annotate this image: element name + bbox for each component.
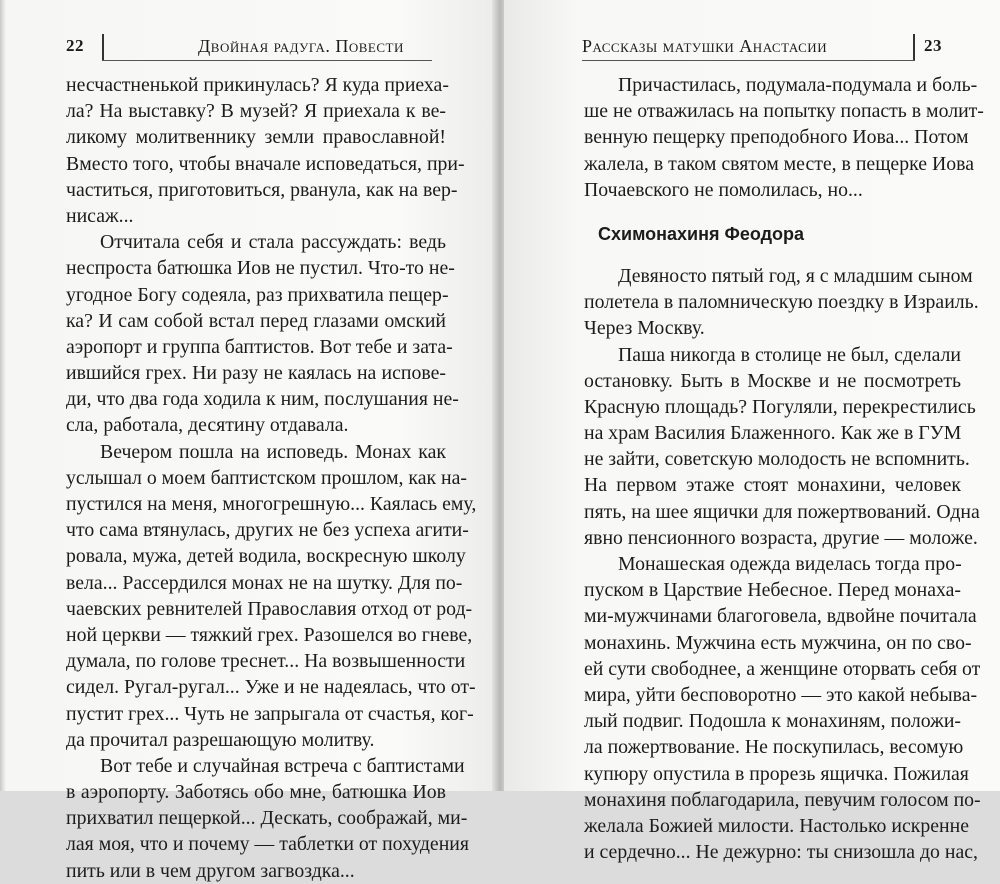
- text-line: Вместо того, чтобы вначале исповедаться, при-: [66, 152, 465, 175]
- right-page-number: 23: [924, 36, 942, 55]
- text-line: Девяносто пятый год, я с младшим сыном: [618, 264, 973, 287]
- right-text-before-heading: [584, 72, 984, 203]
- text-line: несчастненькой прикинулась? Я куда приеха-: [66, 74, 449, 96]
- text-line: прихватил пещеркой... Дескать, соображай, ми-: [66, 807, 468, 830]
- text-line: вела... Рассердился монах не на шутку. Для по-: [66, 571, 463, 594]
- text-line: остановку. Быть в Москве и не посмотреть: [584, 369, 961, 392]
- text-line: венную пещерку преподобного Иова... Потом: [584, 126, 969, 149]
- text-line: услышал о моем баптистском прошлом, как на-: [66, 466, 467, 489]
- text-line: пить или в чем другом загвоздка...: [66, 859, 355, 882]
- text-line: явно пенсионного возраста, другие — моложе.: [584, 526, 978, 549]
- header-divider: [102, 34, 104, 60]
- left-page-text: [66, 72, 477, 884]
- text-line: ровала, мужа, детей водила, воскресную школу: [66, 545, 466, 568]
- text-line: ей сути свободнее, а женщине оторвать себя от: [584, 657, 981, 680]
- text-line: неспроста батюшка Иов не пустил. Что-то не-: [66, 257, 455, 280]
- text-line: сла, работала, десятину отдавала.: [66, 414, 349, 437]
- text-line: и сердечно... Не дежурно: ты снизошла до нас,: [584, 841, 978, 864]
- text-line: ной церкви — тяжкий грех. Разошелся во гневе,: [66, 623, 473, 646]
- text-line: ка? И сам собой встал перед глазами омский: [66, 309, 446, 332]
- text-line: да прочитал разрешающую молитву.: [66, 728, 375, 751]
- text-line: ми-мужчинами благоговела, вдвойне почитала: [584, 605, 977, 628]
- text-line: На первом этаже стоят монахини, человек: [584, 474, 961, 497]
- text-line: думала, по голове треснет... На возвышенности: [66, 650, 466, 673]
- text-line: ла? На выставку? В музей? Я приехала к ве-: [66, 100, 446, 123]
- text-line: Через Москву.: [584, 317, 705, 340]
- text-line: угодное Богу содеяла, раз прихватила пещер-: [66, 283, 449, 306]
- left-page-header: [0, 36, 496, 60]
- text-line: пуском в Царствие Небесное. Перед монаха-: [584, 579, 961, 602]
- text-line: нисаж...: [66, 204, 134, 227]
- right-page: [504, 0, 1000, 864]
- text-line: сидел. Ругал-ругал... Уже и не надеялась, что от-: [66, 676, 476, 699]
- text-line: ликому молитвеннику земли православной!: [66, 126, 446, 149]
- text-line: Вот тебе и случайная встреча с баптистами: [100, 754, 465, 777]
- right-running-title: Рассказы матушки Анастасии: [582, 36, 828, 56]
- header-divider: [913, 34, 915, 60]
- text-line: Причастилась, подумала-подумала и боль-: [618, 74, 978, 96]
- text-line: монахинь. Мужчина есть мужчина, он по сво-: [584, 631, 972, 654]
- text-line: на храм Василия Блаженного. Как же в ГУМ: [584, 422, 962, 445]
- text-line: желала Божией милости. Настолько искренне: [584, 814, 969, 837]
- text-line: не зайти, советскую молодость не вспомнить.: [584, 448, 970, 471]
- text-line: пустит грех... Чуть не запрыгала от счастья, ког-: [66, 702, 474, 725]
- text-line: купюру опустила в прорезь ящичка. Пожилая: [584, 762, 969, 785]
- text-line: Отчитала себя и стала рассуждать: ведь: [100, 231, 446, 254]
- text-line: пустился на меня, многогрешную... Каялась ему,: [66, 493, 477, 515]
- text-line: Монашеская одежда виделась тогда про-: [618, 553, 962, 575]
- text-line: мира, уйти бесповоротно — это какой небыва-: [584, 683, 978, 706]
- text-line: что сама втянулась, других не без успеха агити-: [66, 519, 469, 542]
- right-text-after-heading: [584, 263, 981, 865]
- text-line: Почаевского не помолилась, но...: [584, 178, 863, 201]
- text-line: ше не отважилась на попытку попасть в молит-: [584, 100, 984, 123]
- text-line: лый подвиг. Подошла к монахиням, положи-: [584, 710, 961, 733]
- text-line: пять, на шее ящички для пожертвований. Одна: [584, 500, 980, 523]
- text-line: ившийся грех. Ни разу не каялась на испове-: [66, 362, 446, 385]
- header-rule: [102, 60, 432, 61]
- page-edge-shadow: [0, 0, 6, 791]
- section-heading: Схимонахиня Феодора: [598, 223, 805, 244]
- text-line: в аэропорту. Заботясь обо мне, батюшка Иов: [66, 781, 446, 804]
- text-line: Красную площадь? Погуляли, перекрестились: [584, 395, 976, 418]
- header-rule: [582, 60, 915, 61]
- text-line: аэропорт и группа баптистов. Вот тебе и зата-: [66, 335, 453, 358]
- text-line: Вечером пошла на исповедь. Монах как: [100, 440, 446, 463]
- left-running-title: Двойная радуга. Повести: [198, 36, 404, 56]
- text-line: полетела в паломническую поездку в Израиль.: [584, 291, 979, 314]
- text-line: ди, что два года ходила к ним, послушания не-: [66, 388, 459, 411]
- text-line: монахиня поблагодарила, певучим голосом по-: [584, 788, 981, 811]
- text-line: жалела, в таком святом месте, в пещерке Иова: [584, 152, 974, 175]
- text-line: чаевских ревнителей Православия отход от род-: [66, 597, 473, 620]
- text-line: лая моя, что и почему — таблетки от похудения: [66, 833, 469, 856]
- left-page: [0, 0, 496, 882]
- left-page-number: 22: [66, 36, 84, 55]
- text-line: Паша никогда в столице не был, сделали: [618, 343, 961, 366]
- text-line: частиться, приготовиться, рванула, как на вер-: [66, 178, 458, 201]
- text-line: ла пожертвование. Не поскупилась, весомую: [584, 736, 964, 759]
- right-page-header: [504, 36, 1000, 60]
- right-page-text: [584, 72, 984, 865]
